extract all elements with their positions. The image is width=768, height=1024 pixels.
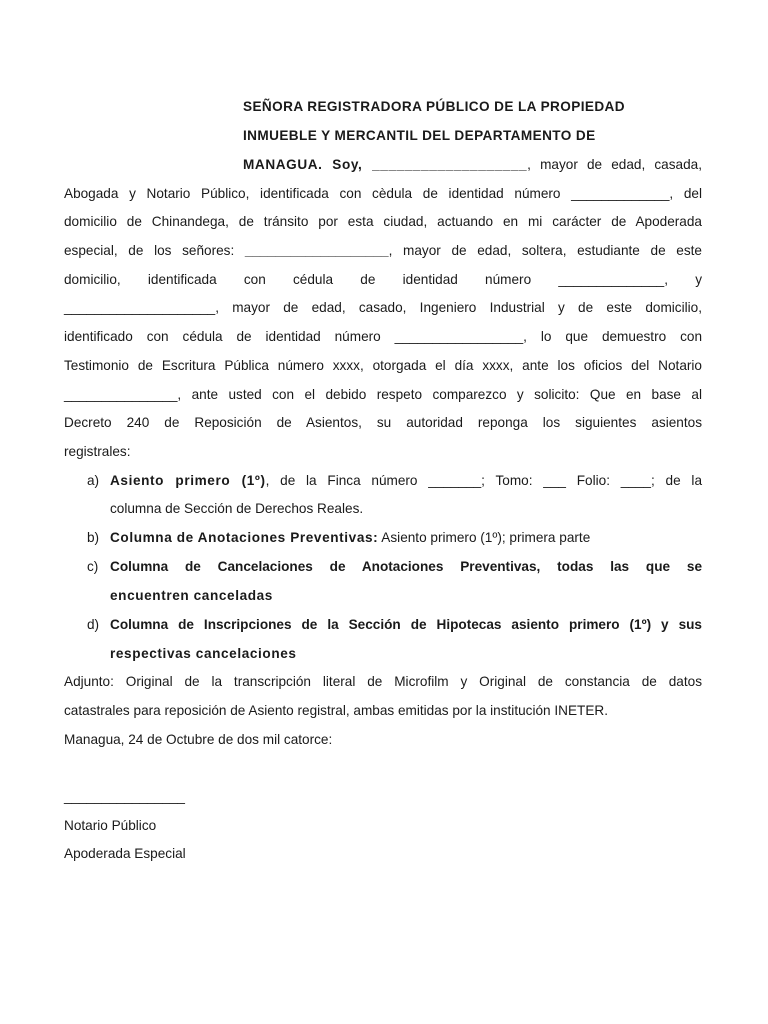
list-item-a-text: , de la Finca número _______; Tomo: ___ Folio: ____; de la xyxy=(265,473,703,488)
list-item-c-cont: encuentren canceladas xyxy=(110,588,273,603)
signature-title-2: Apoderada Especial xyxy=(64,846,186,861)
list-item-a-bold: Asiento primero (1º) xyxy=(110,473,266,488)
list-marker-a: a) xyxy=(87,473,100,488)
body-line-9: Decreto 240 de Reposición de Asientos, su autoridad reponga los siguientes asientos xyxy=(64,415,702,430)
body-line-6: identificado con cédula de identidad número _________________, lo que demuestro con xyxy=(64,329,702,344)
list-marker-b: b) xyxy=(87,530,100,545)
body-line-4: domicilio, identificada con cédula de identidad número ______________, y xyxy=(64,272,702,287)
body-line-3-c: , mayor de edad, soltera, estudiante de este xyxy=(388,243,702,258)
body-line-3-a: especial, de los señores: xyxy=(64,243,245,258)
list-item-a-cont: columna de Sección de Derechos Reales. xyxy=(110,501,364,516)
heading-line-3 xyxy=(243,156,702,174)
list-item-a xyxy=(110,472,702,490)
adjunto-line-2: catastrales para reposición de Asiento registral, ambas emitidas por la institución INETER. xyxy=(64,703,609,718)
list-item-d: Columna de Inscripciones de la Sección de Hipotecas asiento primero (1º) y sus xyxy=(110,617,702,632)
body-line-8: _______________, ante usted con el debido respeto comparezco y solicito: Que en base al xyxy=(64,387,702,402)
body-line-7: Testimonio de Escritura Pública número xxxx, otorgada el día xxxx, ante los oficios del Notario xyxy=(64,358,702,373)
adjunto-line-1: Adjunto: Original de la transcripción literal de Microfilm y Original de constancia de datos xyxy=(64,674,702,689)
signature-line: ________________ xyxy=(64,789,185,804)
heading-line-3-rest: , mayor de edad, casada, xyxy=(527,157,702,172)
date-line: Managua, 24 de Octubre de dos mil catorce: xyxy=(64,732,333,747)
list-item-d-cont: respectivas cancelaciones xyxy=(110,646,297,661)
list-item-b-bold: Columna de Anotaciones Preventivas: xyxy=(110,530,379,545)
signature-title-1: Notario Público xyxy=(64,818,157,833)
heading-line-3-bold: MANAGUA. Soy, ___________________ xyxy=(243,157,528,172)
body-line-5: ____________________, mayor de edad, casado, Ingeniero Industrial y de este domicilio, xyxy=(64,300,702,315)
heading-line-1: SEÑORA REGISTRADORA PÚBLICO DE LA PROPIEDAD xyxy=(243,99,625,114)
body-line-10: registrales: xyxy=(64,444,131,459)
heading-line-2: INMUEBLE Y MERCANTIL DEL DEPARTAMENTO DE xyxy=(243,128,596,143)
list-marker-d: d) xyxy=(87,617,100,632)
body-line-1: Abogada y Notario Público, identificada con cèdula de identidad número _____________, del xyxy=(64,186,702,201)
body-line-2: domicilio de Chinandega, de tránsito por esta ciudad, actuando en mi carácter de Apoderada xyxy=(64,214,702,229)
list-item-b-text: Asiento primero (1º); primera parte xyxy=(378,530,591,545)
list-item-c: Columna de Cancelaciones de Anotaciones Preventivas, todas las que se xyxy=(110,559,702,574)
list-marker-c: c) xyxy=(87,559,99,574)
body-line-3 xyxy=(64,242,702,260)
body-line-3-blank: ___________________ xyxy=(244,243,389,258)
list-item-b xyxy=(110,529,702,547)
